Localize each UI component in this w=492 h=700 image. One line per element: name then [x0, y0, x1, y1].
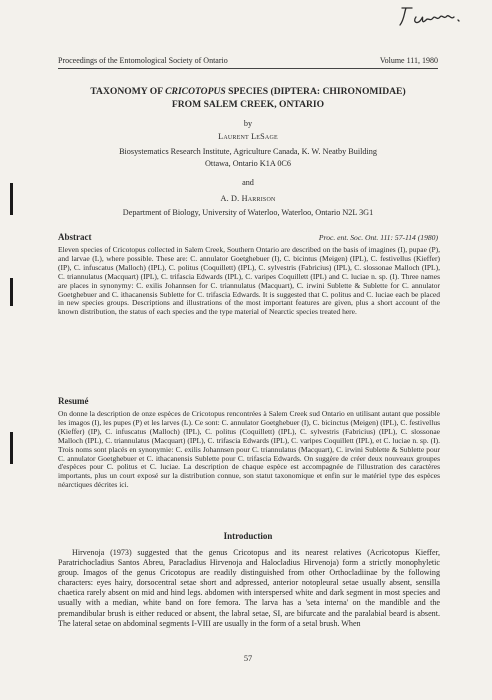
margin-mark: [10, 432, 13, 464]
abstract-heading: Abstract: [58, 232, 92, 242]
and-separator: and: [242, 178, 254, 187]
header-rule: [58, 68, 438, 69]
author-affiliation-1b: Ottawa, Ontario K1A 0C6: [205, 159, 291, 168]
author-name-1: Laurent LeSage: [218, 132, 278, 141]
author-name-2: A. D. Harrison: [220, 194, 276, 203]
running-head: [58, 56, 438, 65]
introduction-text: Hirvenoja (1973) suggested that the genus Cricotopus and its nearest relatives (Acricotopus Kieffer, Paratrichocladius Santos Abreu, Paracladius Hirvenoja and Halocladius Hirvenoja) form a strictly monophyletic group. Imagos of the genus Cricotopus are readily distinguished from other Orthocladiinae by the following characters: eyes hairy, dorsocentral setae short and adpressed, anterior notopleural setae usually absent, sensilla chaetica rarely absent on mid and hind legs. abdomen with interspersed white and dark segment in most species and usually with a median, white band on fore femora. The larva has a 'seta interna' on the mandible and the premandibular brush is either reduced or absent, the labral setae, SI, are bifurcate and the paralabial beard is absent. The lateral setae on abdominal segments I-VIII are usually in the form of a setal brush. When: [58, 548, 440, 628]
page-number: 57: [243, 654, 253, 663]
resume-heading: Resumé: [58, 396, 89, 406]
handwritten-annotation: [396, 4, 472, 28]
margin-mark: [10, 278, 13, 306]
volume-year: Volume 111, 1980: [379, 56, 438, 65]
resume-text: On donne la description de onze espèces de Cricotopus rencontrées à Salem Creek sud Ontario en utilisant autant que possible les imagos (I), les pupes (P) et les larves (L). Ce sont: C. annulator Goetghebuer (I), C. bicinctus (Meigen) (IPL), C. festivellus (Kieffer) (IP), C. infuscatus (Malloch) (IPL), C. politus (Coquillett) (IPL), C. sylvestris (Fabricius) (IPL), C. slossonae Malloch (IPL), C. triannulatus (Macquart) (IPL), C. trifascia Edwards (IPL), C. varipes Coquillett (IPL), et C. luciae n. sp. (I). Trois noms sont placés en synonymie: C. exilis Johannsen pour C. triannulatus (Macquart), C. irwini Sublette & Sublette pour C. annulator Goetghebuer et C. ithacanensis Sublette pour C. trifascia Edwards. On suggère de créer deux nouveaux groupes d'espèces pour C. politus et C. luciae. La description de chaque espèce est accompagnée de l'illustration des caractères importants, plus un court exposé sur la distribution connue, son statut taxonomique et enfin sur le matériel type des espèces néarctiques décrites ici.: [58, 409, 440, 490]
byline: by: [243, 119, 253, 128]
citation: Proc. ent. Soc. Ont. 111: 57-114 (1980): [318, 233, 438, 242]
abstract-text: Eleven species of Cricotopus collected in Salem Creek, Southern Ontario are described on the basis of imagines (I), pupae (P), and larvae (L), where possible. These are: C. annulator Goetghebuer (I), C. bicintus (Meigen) (IPL), C. festivellus (Kieffer) (IP), C. infuscatus (Malloch) (IPL), C. politus (Coquillett) (IPL), C. sylvestris (Fabricius) (IPL), C. slossonae Malloch (IPL), C. triannulatus (Macquart) (IPL), C. trifascia Edwards (IPL), C. varipes Coquillett (IPL) and C. luciae n. sp. (I). Three names are places in synonymy: C. exilis Johannsen for C. triannulatus (Macquart), C. irwini Sublette & Sublette for C. annulator Goetghebuer and C. ithacanensis Sublette for C. trifascia Edwards. It is suggested that C. politus and C. luciae each be placed in new species groups. Descriptions and illustrations of the most important features are given, plus a short account of the known distribution, the status of each species and the type material of Nearctic species treated here.: [58, 245, 440, 317]
introduction-heading: Introduction: [223, 531, 273, 541]
article-title: TAXONOMY OF CRICOTOPUS SPECIES (DIPTERA: CHIRONOMIDAE) FROM SALEM CREEK, ONTARIO: [90, 86, 406, 110]
author-affiliation-1a: Biosystematics Research Institute, Agriculture Canada, K. W. Neatby Building: [119, 147, 377, 156]
margin-mark: [10, 183, 13, 215]
abstract-heading-row: [58, 232, 438, 242]
journal-name: Proceedings of the Entomological Society of Ontario: [58, 56, 228, 65]
author-affiliation-2: Department of Biology, University of Waterloo, Waterloo, Ontario N2L 3G1: [122, 208, 374, 217]
